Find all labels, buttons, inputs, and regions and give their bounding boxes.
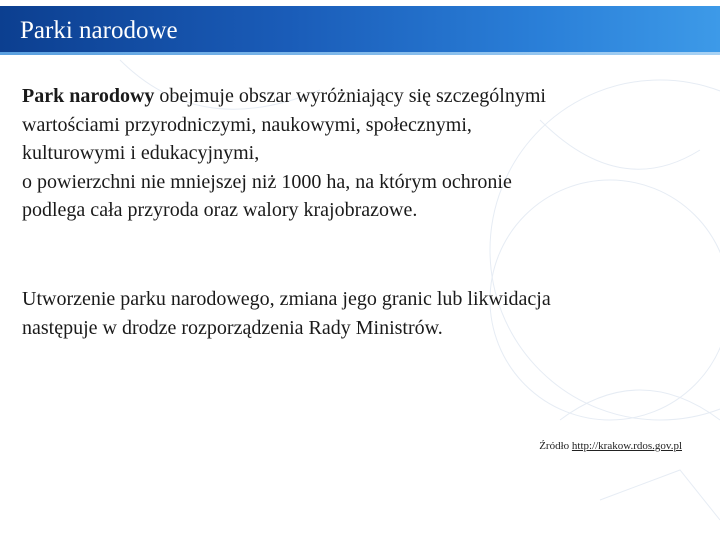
definition-line-2: wartościami przyrodniczymi, naukowymi, społecznymi, xyxy=(22,113,472,136)
source-label: Źródło xyxy=(539,440,572,452)
definition-paragraph xyxy=(22,82,692,225)
definition-line-4: o powierzchni nie mniejszej niż 1000 ha, na którym ochronie xyxy=(22,170,512,193)
definition-line-1: obejmuje obszar wyróżniający się szczególnymi xyxy=(154,85,546,107)
title-bar xyxy=(0,6,720,52)
creation-line-2: następuje w drodze rozporządzenia Rady Ministrów. xyxy=(22,316,443,339)
definition-line-5: podlega cała przyroda oraz walory krajobrazowe. xyxy=(22,199,418,221)
creation-line-1: Utworzenie parku narodowego, zmiana jego granic lub likwidacja xyxy=(22,288,551,310)
term-park-narodowy: Park narodowy xyxy=(22,85,155,107)
definition-line-3: kulturowymi i edukacyjnymi, xyxy=(22,142,260,164)
source-note xyxy=(539,440,682,452)
source-link[interactable]: http://krakow.rdos.gov.pl xyxy=(571,440,682,452)
creation-paragraph xyxy=(22,285,692,342)
slide-title: Parki narodowe xyxy=(20,17,178,44)
